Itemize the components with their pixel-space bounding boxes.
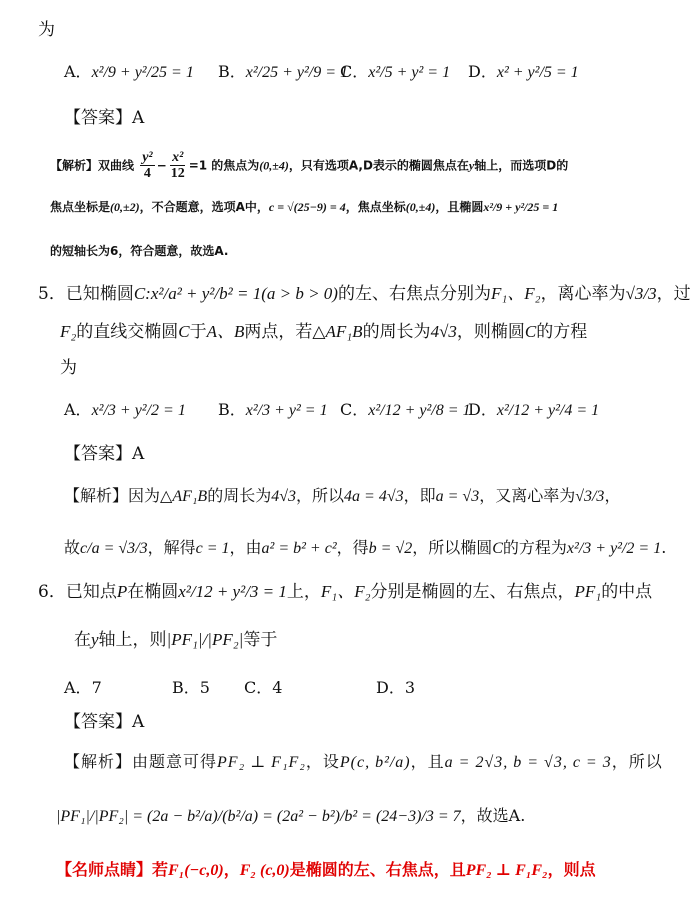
q4-option-c[interactable]: C．x²/5 + y² = 1 xyxy=(340,62,451,81)
q5-stem-line1: 5．已知椭圆C:x²/a² + y²/b² = 1(a > b > 0)的左、右焦点分别为F₁、F₂，离心率为√3/3，过 xyxy=(38,284,691,304)
q4-explanation-line2: 焦点坐标是(0,±2)，不合题意，选项A中，c = √(25−9) = 4，焦点坐标(0,±4)，且椭圆x²/9 + y²/25 = 1 xyxy=(50,200,559,214)
q5-option-a[interactable]: A．x²/3 + y²/2 = 1 xyxy=(64,400,186,419)
q4-option-a[interactable]: A．x²/9 + y²/25 = 1 xyxy=(64,62,194,81)
q4-option-b[interactable]: B．x²/25 + y²/9 = 1 xyxy=(218,62,349,81)
q5-stem-line2: F₂的直线交椭圆C于A、B两点，若△AF₁B的周长为4√3，则椭圆C的方程 xyxy=(60,322,588,342)
q4-option-d[interactable]: D．x² + y²/5 = 1 xyxy=(468,62,579,81)
q5-option-b[interactable]: B．x²/3 + y² = 1 xyxy=(218,400,328,419)
hyperbola-equation: $\frac{\text{y²}}{4}$ xyxy=(142,150,153,182)
text-wei: 为 xyxy=(38,20,55,40)
q4-answer: 【答案】A xyxy=(64,108,145,128)
q4-explanation-line1: 【解析】双曲线 $\frac{\text{y²}}{4}$ − $\frac{\text{x²}}{12}$ =1 的焦点为(0,±4)，只有选项A,D表示的椭圆焦点在y轴上，而选项D的 xyxy=(50,150,569,182)
q6-explanation-line1: 【解析】由题意可得PF₂ ⊥ F₁F₂，设P(c, b²/a)，且a = 2√3, b = √3, c = 3，所以 xyxy=(64,752,663,771)
q4-options xyxy=(64,62,214,82)
q6-explanation-line2: |PF₁|/|PF₂| = (2a − b²/a)/(b²/a) = (2a² − b²)/b² = (24−3)/3 = 7，故选A. xyxy=(56,806,526,825)
q6-stem-line1: 6．已知点P在椭圆x²/12 + y²/3 = 1上，F₁、F₂分别是椭圆的左、右焦点，PF₁的中点 xyxy=(38,582,653,602)
q5-option-d[interactable]: D．x²/12 + y²/4 = 1 xyxy=(468,400,600,419)
q6-option-a[interactable]: A．7 xyxy=(64,678,102,697)
q6-option-d[interactable]: D．3 xyxy=(376,678,416,697)
q6-answer: 【答案】A xyxy=(64,712,145,732)
q6-stem-line2: 在y轴上，则|PF₁|/|PF₂|等于 xyxy=(74,630,278,650)
q5-option-c[interactable]: C．x²/12 + y²/8 = 1 xyxy=(340,400,471,419)
q5-explanation-line1: 【解析】因为△AF₁B的周长为4√3，所以4a = 4√3，即a = √3，又离心率为√3/3， xyxy=(64,486,621,505)
q5-stem-line3: 为 xyxy=(60,358,77,378)
q5-explanation-line2: 故c/a = √3/3，解得c = 1，由a² = b² + c²，得b = √2，所以椭圆C的方程为x²/3 + y²/2 = 1. xyxy=(64,538,667,557)
q6-option-b[interactable]: B．5 xyxy=(172,678,210,697)
q6-option-c[interactable]: C．4 xyxy=(244,678,283,697)
q6-teacher-tip: 【名师点睛】若F₁(−c,0)，F₂ (c,0)是椭圆的左、右焦点，且PF₂ ⊥ F₁F₂，则点 xyxy=(56,860,596,879)
q5-answer: 【答案】A xyxy=(64,444,145,464)
q4-explanation-line3: 的短轴长为6，符合题意，故选A. xyxy=(50,244,229,258)
